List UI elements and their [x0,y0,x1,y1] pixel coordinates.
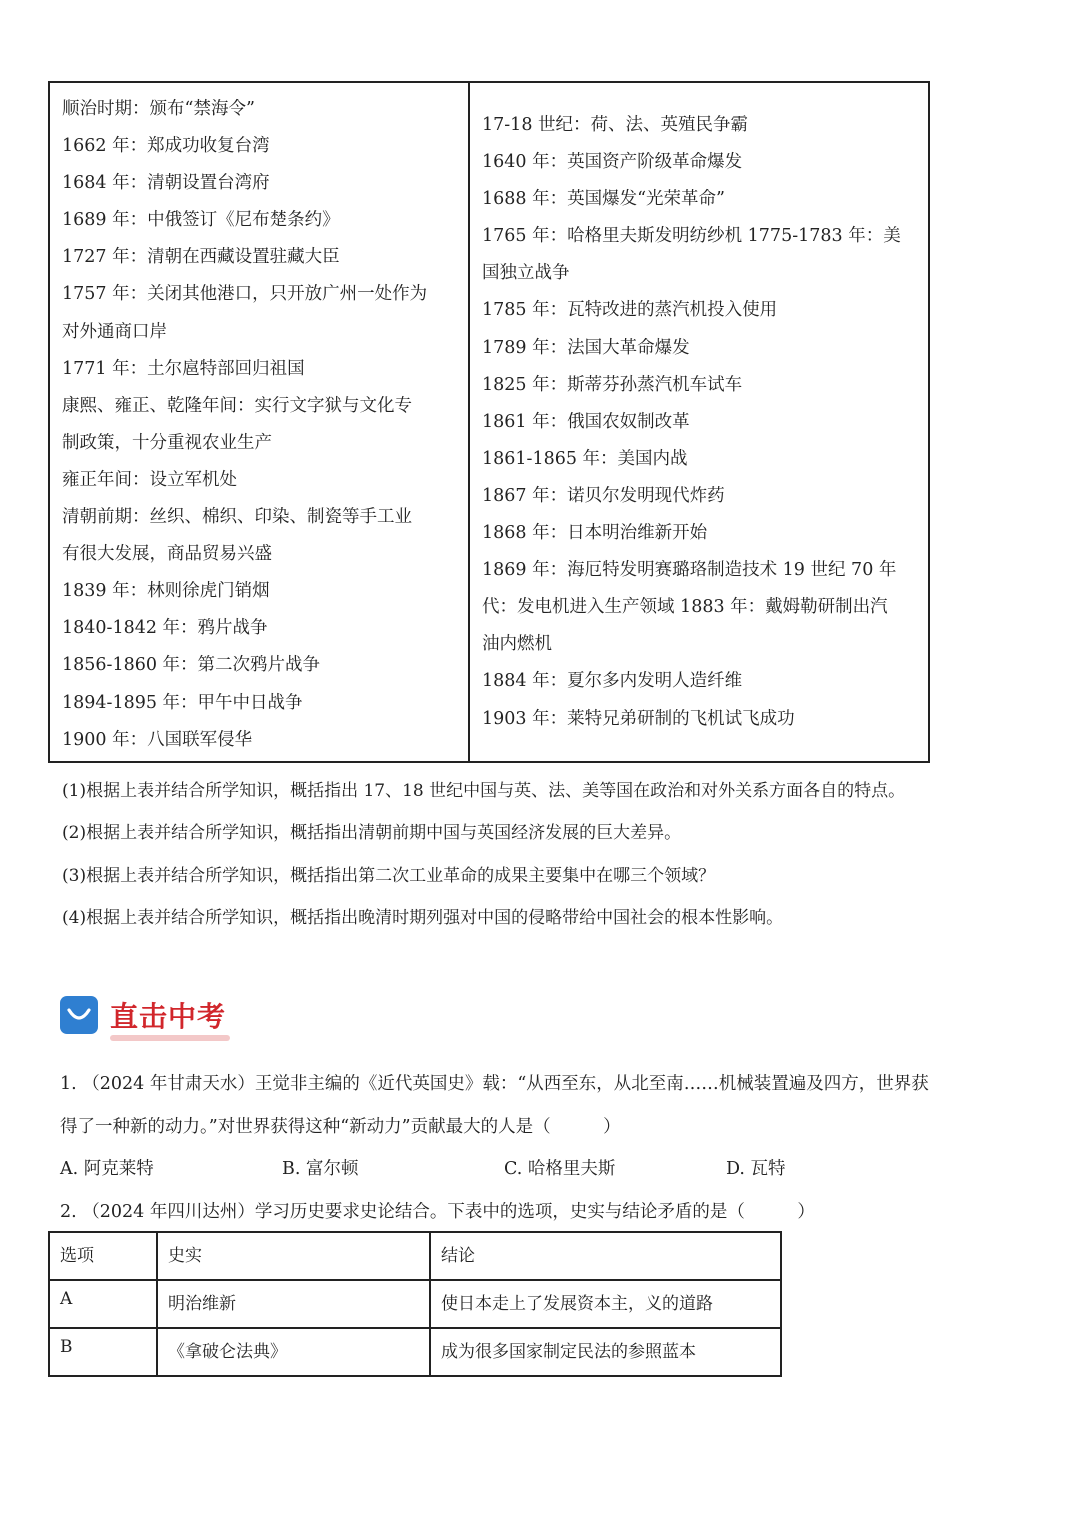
timeline-entry: 17-18 世纪：荷、法、英殖民争霸 [482,115,749,135]
exam-q2-line: 2. （2024 年四川达州）学习历史要求史论结合。下表中的选项，史实与结论矛盾的是（ ） [60,1201,815,1222]
timeline-china-column [50,83,470,761]
timeline-entry: 1785 年：瓦特改进的蒸汽机投入使用 [482,300,778,321]
timeline-entry: 1900 年：八国联军侵华 [62,729,253,750]
timeline-entry: 康熙、雍正、乾隆年间：实行文字狱与文化专 [62,395,412,416]
timeline-entry: 1861-1865 年：美国内战 [482,448,688,469]
table-cell: 成为很多国家制定民法的参照蓝本 [430,1328,781,1376]
answer-table [48,1231,782,1377]
timeline-entry: 1903 年：莱特兄弟研制的飞机试飞成功 [482,708,795,729]
table-header-cell: 史实 [157,1232,430,1280]
question-item: (1)根据上表并结合所学知识，概括指出 17、18 世纪中国与英、法、美等国在政治和对外关系方面各自的特点。 [62,781,906,801]
timeline-entry: 油内燃机 [482,634,552,655]
timeline-entry: 国独立战争 [482,263,570,284]
timeline-entry: 雍正年间：设立军机处 [62,469,237,490]
timeline-entry: 1757 年：关闭其他港口，只开放广州一处作为 [62,284,428,305]
exam-q1-line: 得了一种新的动力。”对世界获得这种“新动力”贡献最大的人是（ ） [60,1116,621,1137]
timeline-entry: 1689 年：中俄签订《尼布楚条约》 [62,210,340,231]
exam-q1-options [60,1148,1020,1191]
section-title: 直击中考 [110,995,226,1035]
timeline-entry: 1840-1842 年：鸦片战争 [62,618,268,639]
timeline-entry: 1839 年：林则徐虎门销烟 [62,581,270,602]
table-row [49,1280,781,1328]
table-cell: 《拿破仑法典》 [157,1328,430,1376]
timeline-entry: 1662 年：郑成功收复台湾 [62,136,270,157]
table-cell: 明治维新 [157,1280,430,1328]
timeline-entry: 清朝前期：丝织、棉织、印染、制瓷等手工业 [62,507,412,528]
timeline-world-column [470,83,928,761]
timeline-entry: 有很大发展，商品贸易兴盛 [62,544,272,565]
question-list [62,770,1062,939]
option-c: C. 哈格里夫斯 [504,1159,616,1179]
table-cell: A [49,1280,157,1328]
timeline-entry: 1771 年：土尔扈特部回归祖国 [62,358,305,379]
timeline-entry: 制政策，十分重视农业生产 [62,432,272,453]
check-mark-icon [60,996,98,1034]
timeline-entry: 1789 年：法国大革命爆发 [482,337,690,358]
table-cell: 使日本走上了发展资本主，义的道路 [430,1280,781,1328]
table-row [49,1328,781,1376]
timeline-table [48,81,930,763]
exam-questions [60,1063,1020,1233]
question-item: (4)根据上表并结合所学知识，概括指出晚清时期列强对中国的侵略带给中国社会的根本性影响。 [62,907,784,928]
option-a: A. 阿克莱特 [60,1159,154,1179]
question-item: (2)根据上表并结合所学知识，概括指出清朝前期中国与英国经济发展的巨大差异。 [62,823,682,844]
timeline-entry: 1825 年：斯蒂芬孙蒸汽机车试车 [482,374,743,395]
timeline-entry: 1765 年：哈格里夫斯发明纺纱机 1775-1783 年：美 [482,226,901,247]
exam-q1-line: 1. （2024 年甘肃天水）王觉非主编的《近代英国史》载：“从西至东，从北至南……机械装置遍及四方，世界获 [60,1074,929,1094]
timeline-entry: 1727 年：清朝在西藏设置驻藏大臣 [62,247,340,268]
timeline-entry: 对外通商口岸 [62,321,167,342]
timeline-entry: 1867 年：诺贝尔发明现代炸药 [482,485,725,506]
option-b: B. 富尔顿 [282,1159,359,1179]
timeline-entry: 顺治时期：颁布“禁海令” [62,99,255,119]
timeline-entry: 1868 年：日本明治维新开始 [482,523,708,544]
section-header [60,995,226,1035]
timeline-entry: 1684 年：清朝设置台湾府 [62,173,270,194]
timeline-entry: 1640 年：英国资产阶级革命爆发 [482,152,743,173]
table-header-row [49,1232,781,1280]
timeline-entry: 1894-1895 年：甲午中日战争 [62,692,303,713]
table-cell: B [49,1328,157,1376]
table-header-cell: 结论 [430,1232,781,1280]
option-d: D. 瓦特 [726,1159,786,1179]
timeline-entry: 1856-1860 年：第二次鸦片战争 [62,655,321,676]
timeline-entry: 1884 年：夏尔多内发明人造纤维 [482,671,743,692]
timeline-entry: 代：发电机进入生产领域 1883 年：戴姆勒研制出汽 [482,597,888,618]
table-header-cell: 选项 [49,1232,157,1280]
timeline-entry: 1869 年：海厄特发明赛璐珞制造技术 19 世纪 70 年 [482,560,897,581]
timeline-entry: 1861 年：俄国农奴制改革 [482,411,690,432]
question-item: (3)根据上表并结合所学知识，概括指出第二次工业革命的成果主要集中在哪三个领域？ [62,865,716,886]
timeline-entry: 1688 年：英国爆发“光荣革命” [482,189,725,210]
